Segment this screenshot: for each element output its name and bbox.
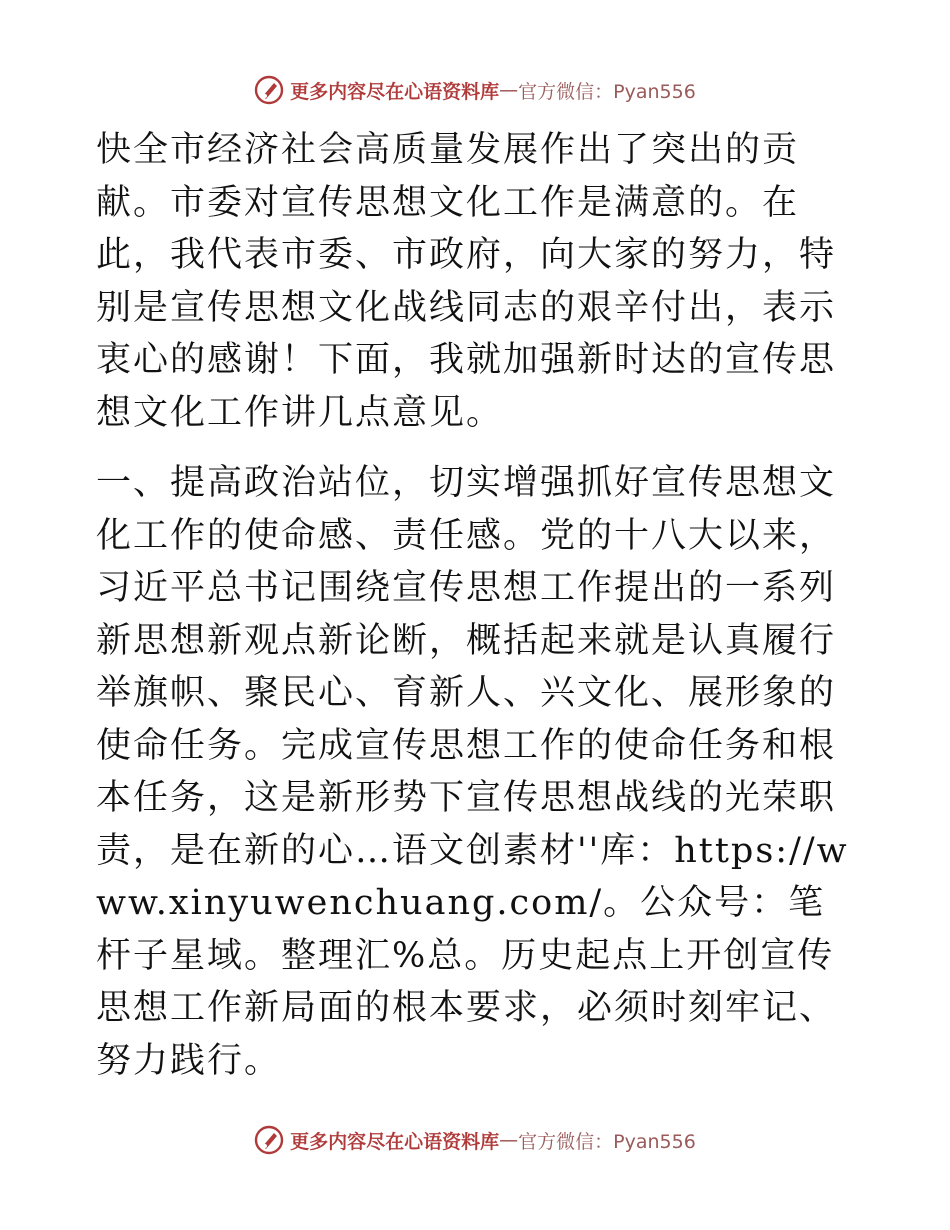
- document-body: [96, 124, 856, 1087]
- footer-watermark: [0, 1122, 950, 1158]
- pen-nib-logo-icon: [254, 1125, 284, 1155]
- watermark-main-text: 更多内容尽在心语资料库: [290, 1130, 500, 1153]
- watermark-wechat-text: 官方微信：Pyan556: [518, 80, 696, 103]
- watermark-main-text: 更多内容尽在心语资料库: [290, 80, 500, 103]
- paragraph-2: 一、提高政治站位，切实增强抓好宣传思想文化工作的使命感、责任感。党的十八大以来，习近平总书记围绕宣传思想工作提出的一系列新思想新观点新论断，概括起来就是认真履行举旗帜、聚民心、育新人、兴文化、展形象的使命任务。完成宣传思想工作的使命任务和根本任务，这是新形势下宣传思想战线的光荣职责，是在新的心…语文创素材''库：https://www.xinyuwenchuang.com/。公众号：笔杆子星域。整理汇%总。历史起点上开创宣传思想工作新局面的根本要求，必须时刻牢记、努力践行。: [96, 463, 849, 1081]
- header-watermark: [0, 72, 950, 108]
- paragraph-1: 快全市经济社会高质量发展作出了突出的贡献。市委对宣传思想文化工作是满意的。在此，我代表市委、市政府，向大家的努力，特别是宣传思想文化战线同志的艰辛付出，表示衷心的感谢！下面，我就加强新时达的宣传思想文化工作讲几点意见。: [96, 130, 837, 433]
- watermark-dash: —: [499, 79, 519, 101]
- watermark-dash: —: [499, 1129, 519, 1151]
- watermark-wechat-text: 官方微信：Pyan556: [518, 1130, 696, 1153]
- pen-nib-logo-icon: [254, 75, 284, 105]
